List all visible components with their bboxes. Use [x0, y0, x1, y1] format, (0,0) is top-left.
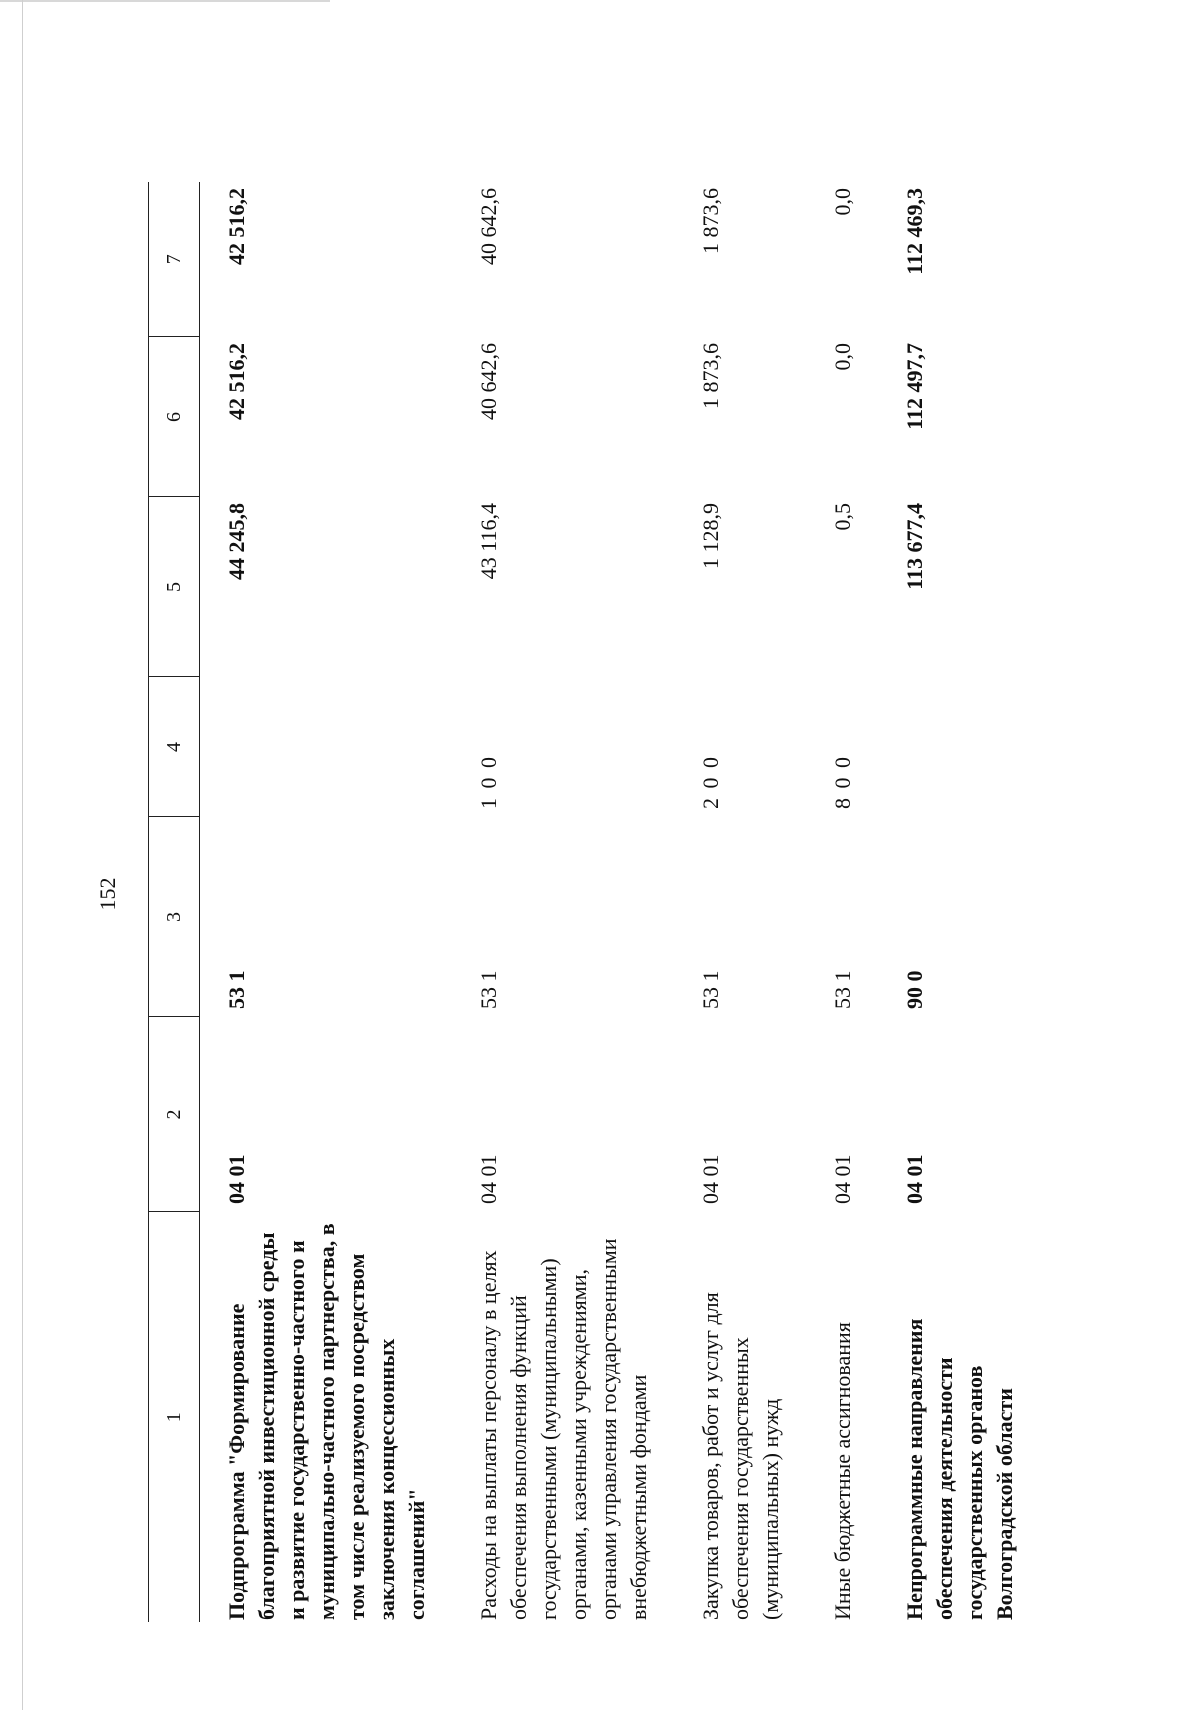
- table-row: [878, 182, 1040, 1622]
- table-row: [674, 182, 806, 1622]
- amount-col5: 43 116,4: [476, 503, 501, 580]
- column-header: 2: [149, 1017, 200, 1212]
- expense-type-code: 8 0 0: [830, 755, 855, 809]
- row-name: Иные бюджетные ассигнования: [830, 1322, 855, 1620]
- section-code: 04 01: [224, 1154, 249, 1204]
- amount-col6: 112 497,7: [902, 343, 927, 430]
- amount-col7: 1 873,6: [698, 188, 723, 254]
- row-name: Закупка товаров, работ и услуг для обеспечения государственных (муниципальных) нужд: [698, 1292, 783, 1620]
- target-article-code: 53 1: [830, 970, 855, 1009]
- column-header: 1: [149, 1212, 200, 1622]
- section-code: 04 01: [476, 1154, 501, 1204]
- section-code: 04 01: [698, 1154, 723, 1204]
- target-article-code: 53 1: [476, 970, 501, 1009]
- scan-page-edge: [22, 0, 23, 1710]
- expense-type-code: [878, 677, 1040, 817]
- amount-col5: 44 245,8: [224, 503, 249, 580]
- expense-type-code: 2 0 0: [698, 755, 723, 809]
- amount-col5: 0,5: [830, 503, 855, 531]
- column-header: 3: [149, 817, 200, 1017]
- amount-col7: 0,0: [830, 188, 855, 216]
- expense-type-code: [200, 677, 453, 817]
- budget-table: [148, 182, 1040, 1622]
- column-header: 5: [149, 497, 200, 677]
- row-name: Подпрограмма "Формирование благоприятной инвестиционной среды и развитие государственно-частного и муниципально-частного партнерства, в том числе реализуемого посредством заключения концессионных соглашений": [224, 1223, 429, 1620]
- row-name: Расходы на выплаты персоналу в целях обеспечения выполнения функций государственными (муниципальными) органами, казенными учреждениями, органами управления государственными внебюджетными фондами: [476, 1238, 651, 1620]
- section-code: 04 01: [830, 1154, 855, 1204]
- amount-col6: 0,0: [830, 343, 855, 371]
- scan-edge-streak: [0, 0, 330, 2]
- section-code: 04 01: [902, 1154, 927, 1204]
- amount-col5: 1 128,9: [698, 503, 723, 569]
- table-row: [200, 182, 453, 1622]
- amount-col5: 113 677,4: [902, 503, 927, 590]
- amount-col7: 112 469,3: [902, 188, 927, 275]
- column-header: 6: [149, 337, 200, 497]
- amount-col6: 40 642,6: [476, 343, 501, 420]
- table-row: [806, 182, 878, 1622]
- column-header: 7: [149, 182, 200, 337]
- amount-col7: 42 516,2: [224, 188, 249, 265]
- target-article-code: 53 1: [698, 970, 723, 1009]
- rotated-page: [95, 140, 1135, 1640]
- column-number-row: [149, 182, 200, 1622]
- amount-col6: 42 516,2: [224, 343, 249, 420]
- target-article-code: 53 1: [224, 970, 249, 1009]
- column-header: 4: [149, 677, 200, 817]
- amount-col6: 1 873,6: [698, 343, 723, 409]
- row-name: Непрограммные направления обеспечения деятельности государственных органов Волгоградской области: [902, 1318, 1017, 1620]
- table-row: [452, 182, 674, 1622]
- page-number: 152: [95, 877, 120, 911]
- target-article-code: 90 0: [902, 970, 927, 1009]
- expense-type-code: 1 0 0: [476, 755, 501, 809]
- amount-col7: 40 642,6: [476, 188, 501, 265]
